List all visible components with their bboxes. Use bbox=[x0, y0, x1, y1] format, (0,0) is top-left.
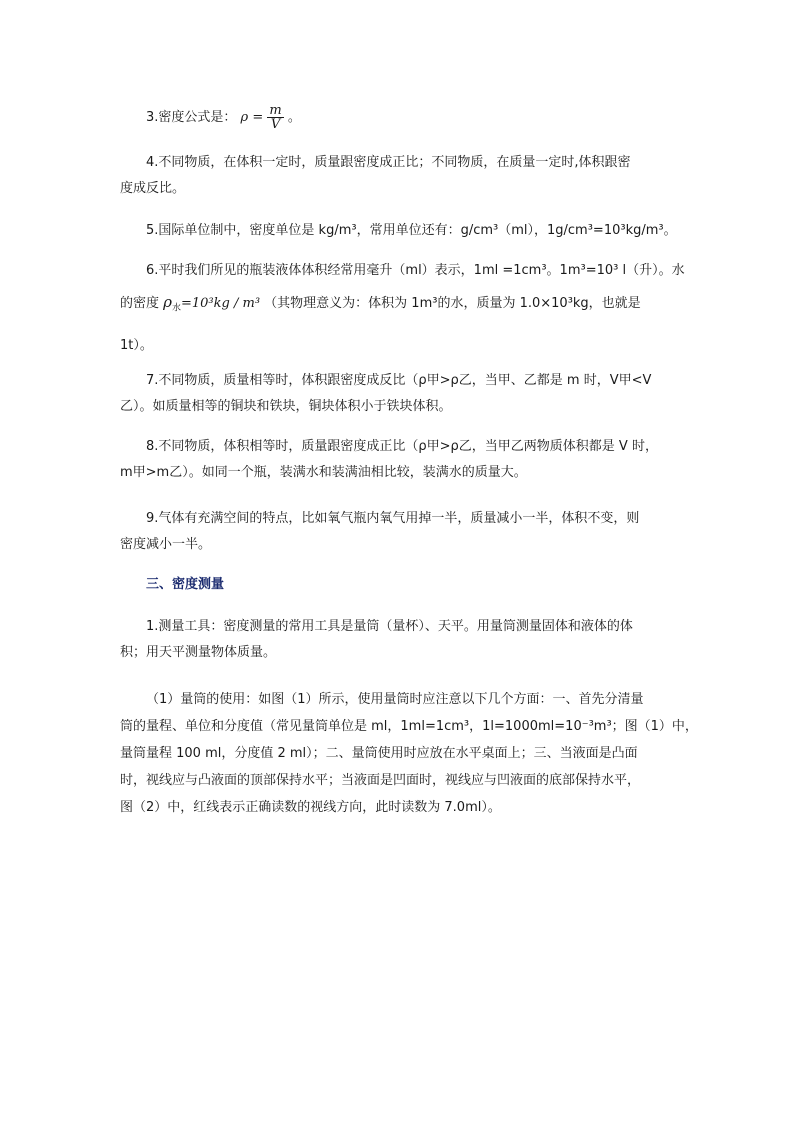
item-7-line1: 7.不同物质，质量相等时，体积跟密度成反比（ρ甲>ρ乙，当甲、乙都是 m 时，V甲<V bbox=[146, 373, 652, 388]
cylinder-usage-line3: 量筒量程 100 ml，分度值 2 ml）；二、量筒使用时应放在水平桌面上；三、当液面是凸面 bbox=[120, 746, 638, 761]
item-8-line2: m甲>m乙）。如同一个瓶，装满水和装满油相比较，装满水的质量大。 bbox=[120, 465, 527, 480]
cylinder-usage-line4: 时，视线应与凸液面的顶部保持水平；当液面是凹面时，视线应与凹液面的底部保持水平， bbox=[120, 773, 641, 788]
water-density-value: =10³kg / m³ bbox=[181, 296, 261, 311]
item-9-line2: 密度减小一半。 bbox=[120, 537, 212, 552]
section-heading-text: 三、密度测量 bbox=[146, 577, 225, 592]
item-6 bbox=[120, 258, 685, 365]
measure-tools-line1: 1.测量工具：密度测量的常用工具是量筒（量杯）、天平。用量筒测量固体和液体的体 bbox=[146, 619, 633, 634]
item-8-line1: 8.不同物质，体积相等时，质量跟密度成正比（ρ甲>ρ乙，当甲乙两物质体积都是 V 时， bbox=[146, 439, 658, 454]
item-5 bbox=[120, 218, 680, 244]
measure-tools-paragraph bbox=[120, 614, 680, 666]
item-6-line3: 1t）。 bbox=[120, 337, 153, 353]
item-6-line2-suffix: （其物理意义为：体积为 1m³的水，质量为 1.0×10³kg，也就是 bbox=[264, 296, 641, 311]
item-6-line2-prefix: 的密度 bbox=[120, 296, 160, 311]
section-heading bbox=[120, 572, 680, 598]
formula-equals: = bbox=[252, 110, 264, 125]
item-7 bbox=[120, 368, 680, 420]
item-3-text: 3.密度公式是： bbox=[146, 110, 237, 125]
item-3-density-formula bbox=[120, 104, 680, 131]
cylinder-usage-line5: 图（2）中，红线表示正确读数的视线方向，此时读数为 7.0ml）。 bbox=[120, 800, 501, 815]
item-9 bbox=[120, 506, 680, 558]
item-6-line1: 6.平时我们所见的瓶装液体体积经常用毫升（ml）表示，1ml =1cm³。1m³=10³ l（升）。水 bbox=[146, 263, 685, 278]
formula-denominator: V bbox=[267, 117, 283, 131]
cylinder-usage-line1: （1）量筒的使用：如图（1）所示，使用量筒时应注意以下几个方面：一、首先分清量 bbox=[146, 692, 644, 707]
item-6-line2 bbox=[120, 284, 680, 327]
cylinder-usage-paragraph bbox=[120, 686, 698, 821]
formula-numerator: m bbox=[269, 103, 282, 118]
item-4 bbox=[120, 150, 680, 202]
item-3-line bbox=[120, 104, 680, 131]
water-density-subscript: 水 bbox=[171, 303, 181, 314]
item-7-line2: 乙）。如质量相等的铜块和铁块，铜块体积小于铁块体积。 bbox=[120, 399, 452, 414]
item-8 bbox=[120, 434, 680, 486]
item-5-line1: 5.国际单位制中，密度单位是 kg/m³，常用单位还有：g/cm³（ml），1g/cm³=10³kg/m³。 bbox=[146, 223, 677, 238]
item-3-end: 。 bbox=[287, 110, 301, 125]
item-4-line1: 4.不同物质，在体积一定时，质量跟密度成正比；不同物质，在质量一定时,体积跟密 bbox=[146, 155, 631, 170]
item-9-line1: 9.气体有充满空间的特点，比如氧气瓶内氧气用掉一半，质量减小一半，体积不变，则 bbox=[146, 511, 640, 526]
measure-tools-line2: 积；用天平测量物体质量。 bbox=[120, 645, 277, 660]
water-density-rho: ρ bbox=[163, 293, 172, 311]
item-4-line2: 度成反比。 bbox=[120, 181, 186, 196]
cylinder-usage-line2: 筒的量程、单位和分度值（常见量筒单位是 ml，1ml=1cm³，1l=1000ml=10⁻³m³；图（1）中， bbox=[120, 719, 698, 734]
formula-fraction bbox=[267, 104, 283, 131]
formula-rho: ρ bbox=[240, 110, 249, 125]
